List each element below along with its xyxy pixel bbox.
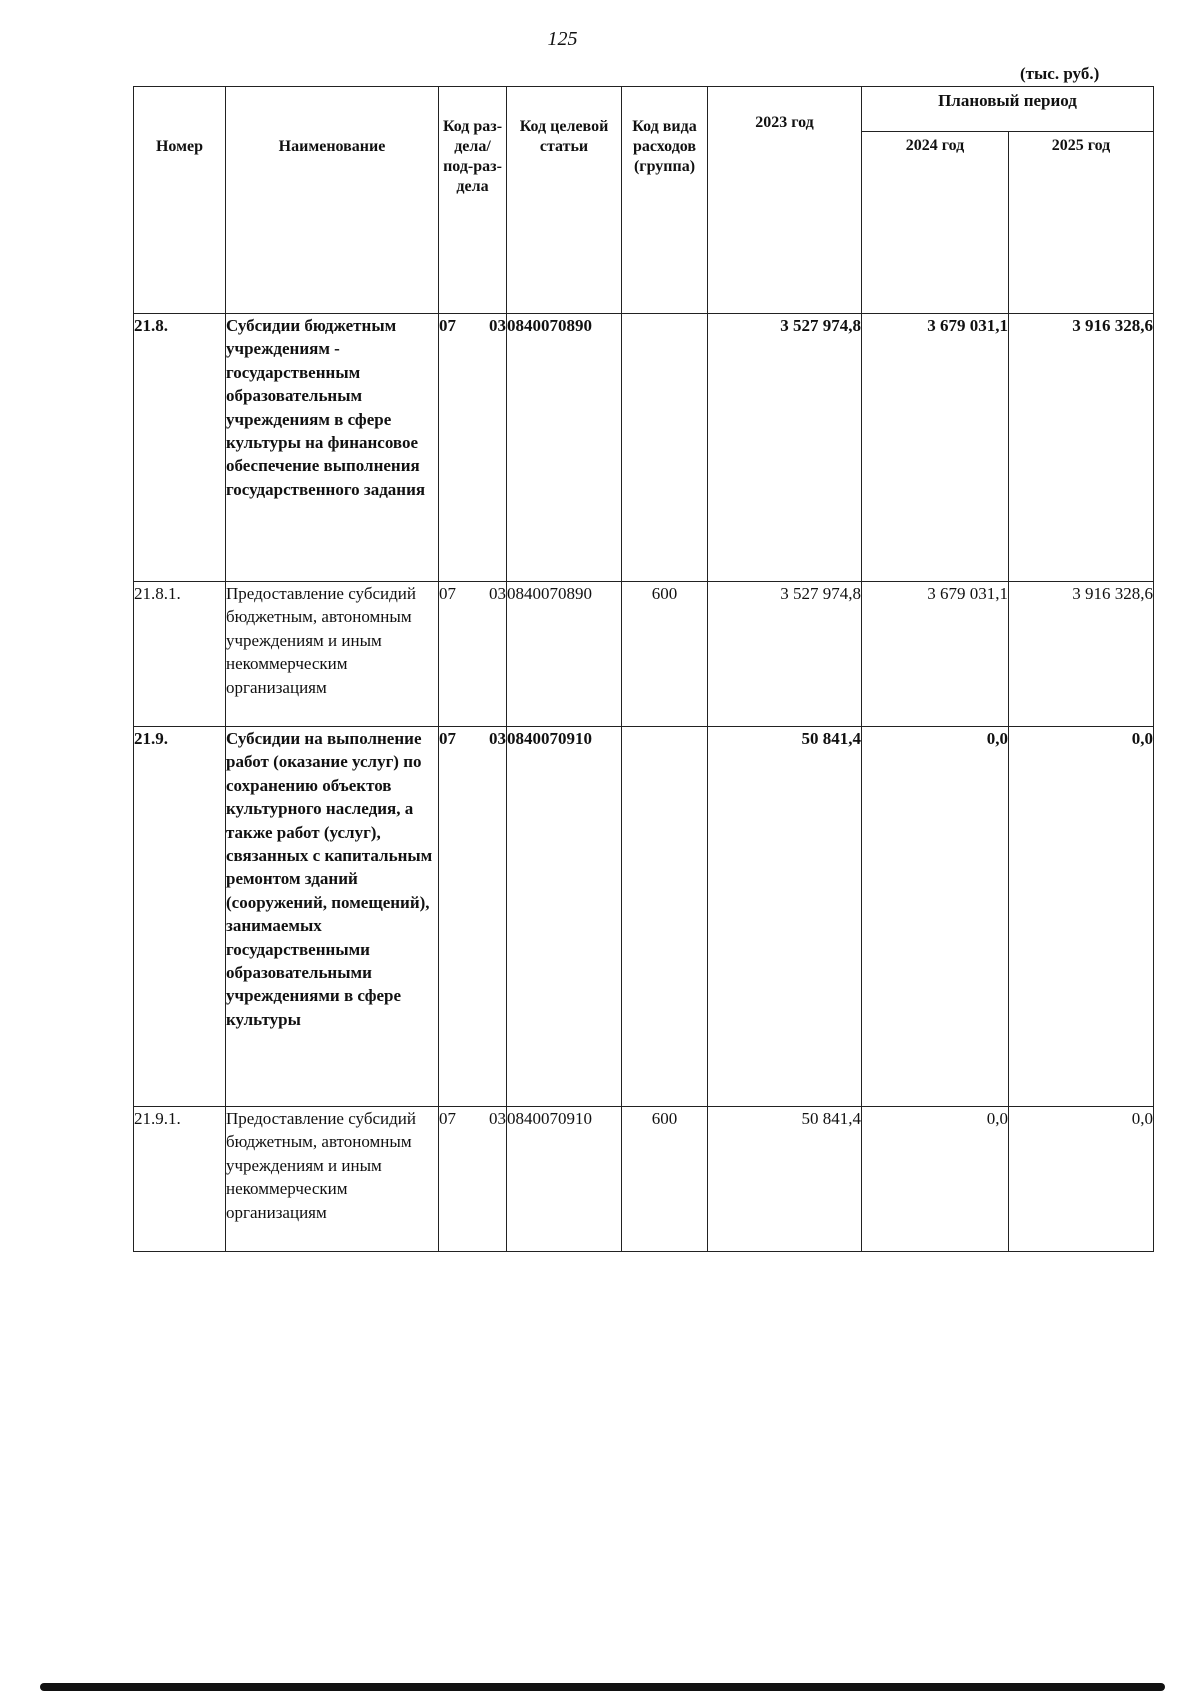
- table-row: [134, 314, 1154, 582]
- row-subsection: 03: [489, 729, 506, 748]
- row-number: 21.9.1.: [134, 1107, 226, 1252]
- row-section-code: [439, 582, 507, 727]
- row-name: Субсидии бюджетным учреждениям - государственным образовательным учреждениям в сфере культуры на финансовое обеспечение выполнения государственного задания: [226, 314, 439, 582]
- row-subsection: 03: [489, 584, 506, 603]
- scan-edge-bar: [40, 1683, 1165, 1691]
- header-year-2024: 2024 год: [862, 132, 1009, 314]
- row-amount-2024: 3 679 031,1: [862, 582, 1009, 727]
- row-expense-type: 600: [622, 1107, 708, 1252]
- row-section-code: [439, 727, 507, 1107]
- row-amount-2025: 3 916 328,6: [1009, 582, 1154, 727]
- row-section-code: [439, 314, 507, 582]
- row-subsection: 03: [489, 316, 506, 335]
- row-amount-2025: 0,0: [1009, 727, 1154, 1107]
- header-year-2023: 2023 год: [708, 87, 862, 314]
- table-row: [134, 727, 1154, 1107]
- row-number: 21.8.: [134, 314, 226, 582]
- row-amount-2023: 50 841,4: [708, 727, 862, 1107]
- header-target-code: Код целевой статьи: [507, 87, 622, 314]
- row-amount-2023: 3 527 974,8: [708, 314, 862, 582]
- row-section: 07: [439, 1109, 456, 1128]
- header-name: Наименование: [226, 87, 439, 314]
- budget-table: [133, 86, 1154, 1252]
- row-expense-type: [622, 727, 708, 1107]
- table-row: [134, 582, 1154, 727]
- row-section-code: [439, 1107, 507, 1252]
- header-year-2025: 2025 год: [1009, 132, 1154, 314]
- row-amount-2023: 50 841,4: [708, 1107, 862, 1252]
- row-section: 07: [439, 316, 456, 335]
- row-expense-type: [622, 314, 708, 582]
- page-number: 125: [547, 28, 578, 50]
- header-planned-period: Плановый период: [862, 87, 1154, 132]
- header-row-1: [134, 87, 1154, 132]
- row-section: 07: [439, 584, 456, 603]
- header-section-code: Код раз-дела/ под-раз-дела: [439, 87, 507, 314]
- row-amount-2024: 0,0: [862, 727, 1009, 1107]
- row-target-code: 0840070890: [507, 582, 622, 727]
- row-name: Предоставление субсидий бюджетным, автономным учреждениям и иным некоммерческим организациям: [226, 1107, 439, 1252]
- header-expense-type-code: Код вида расходов (группа): [622, 87, 708, 314]
- row-amount-2024: 3 679 031,1: [862, 314, 1009, 582]
- row-section: 07: [439, 729, 456, 748]
- row-amount-2023: 3 527 974,8: [708, 582, 862, 727]
- row-target-code: 0840070910: [507, 727, 622, 1107]
- row-subsection: 03: [489, 1109, 506, 1128]
- units-note: (тыс. руб.): [1020, 64, 1100, 83]
- row-target-code: 0840070910: [507, 1107, 622, 1252]
- row-amount-2025: 0,0: [1009, 1107, 1154, 1252]
- row-name: Предоставление субсидий бюджетным, автономным учреждениям и иным некоммерческим организациям: [226, 582, 439, 727]
- row-target-code: 0840070890: [507, 314, 622, 582]
- row-name: Субсидии на выполнение работ (оказание услуг) по сохранению объектов культурного наследия, а также работ (услуг), связанных с капитальным ремонтом зданий (сооружений, помещений), занимаемых государственными образовательными учреждениями в сфере культуры: [226, 727, 439, 1107]
- header-number: Номер: [134, 87, 226, 314]
- row-expense-type: 600: [622, 582, 708, 727]
- table-row: [134, 1107, 1154, 1252]
- row-number: 21.8.1.: [134, 582, 226, 727]
- row-amount-2025: 3 916 328,6: [1009, 314, 1154, 582]
- row-amount-2024: 0,0: [862, 1107, 1009, 1252]
- row-number: 21.9.: [134, 727, 226, 1107]
